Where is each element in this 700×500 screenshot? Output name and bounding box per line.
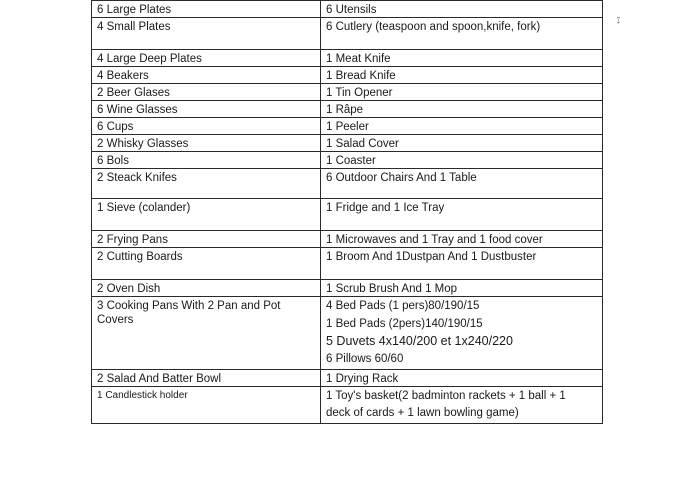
table-cell-left: 2 Beer Glases: [92, 84, 321, 101]
table-cell-right: 1 Salad Cover: [321, 135, 603, 152]
table-row: [92, 135, 603, 152]
table-cell-right: 6 Cutlery (teaspoon and spoon,knife, fork): [321, 18, 603, 50]
table-cell-left: 1 Sieve (colander): [92, 199, 321, 231]
table-cell-right: 1 Fridge and 1 Ice Tray: [321, 199, 603, 231]
table-cell-right-multiline: [321, 387, 603, 424]
table-row: [92, 18, 603, 50]
table-cell-right: 6 Utensils: [321, 1, 603, 18]
table-row: [92, 297, 603, 370]
table-row: [92, 169, 603, 199]
table-row: [92, 84, 603, 101]
table-cell-right: 1 Bread Knife: [321, 67, 603, 84]
table-cell-left: 4 Large Deep Plates: [92, 50, 321, 67]
table-row: [92, 199, 603, 231]
table-cell-left: 2 Oven Dish: [92, 280, 321, 297]
stray-pen-mark: ♪: [614, 15, 624, 27]
table-row: [92, 67, 603, 84]
inventory-table: [91, 0, 603, 424]
table-row: [92, 50, 603, 67]
table-row: [92, 387, 603, 424]
table-row: [92, 280, 603, 297]
table-cell-right-multiline: [321, 297, 603, 370]
table-cell-right: 6 Outdoor Chairs And 1 Table: [321, 169, 603, 199]
toys-basket-text-line2: deck of cards + 1 lawn bowling game): [326, 407, 519, 419]
table-row: [92, 152, 603, 169]
duvets-text: 5 Duvets 4x140/200 et 1x240/220: [326, 334, 513, 348]
table-cell-right: 1 Scrub Brush And 1 Mop: [321, 280, 603, 297]
table-cell-right: 1 Drying Rack: [321, 370, 603, 387]
toys-basket-text-line1: 1 Toy's basket(2 badminton rackets + 1 ball + 1: [326, 390, 566, 402]
table-row: [92, 1, 603, 18]
table-cell-right: 1 Coaster: [321, 152, 603, 169]
table-cell-left: 2 Salad And Batter Bowl: [92, 370, 321, 387]
table-cell-right: 1 Broom And 1Dustpan And 1 Dustbuster: [321, 248, 603, 280]
table-row: [92, 248, 603, 280]
table-cell-left: 2 Cutting Boards: [92, 248, 321, 280]
table-row: [92, 101, 603, 118]
table-cell-right: 1 Microwaves and 1 Tray and 1 food cover: [321, 231, 603, 248]
table-cell-left: 6 Cups: [92, 118, 321, 135]
table-cell-left: 2 Frying Pans: [92, 231, 321, 248]
table-cell-right: 1 Râpe: [321, 101, 603, 118]
pillows-text: 6 Pillows 60/60: [326, 352, 404, 365]
table-cell-right: 1 Tin Opener: [321, 84, 603, 101]
table-cell-right: 1 Meat Knife: [321, 50, 603, 67]
table-row: [92, 370, 603, 387]
table-cell-left: 3 Cooking Pans With 2 Pan and Pot Covers: [92, 297, 321, 370]
table-cell-left: 6 Large Plates: [92, 1, 321, 18]
bed-pads-double-text: 1 Bed Pads (2pers)140/190/15: [326, 317, 483, 330]
table-row: [92, 118, 603, 135]
table-cell-left: 2 Steack Knifes: [92, 169, 321, 199]
bed-pads-single-text: 4 Bed Pads (1 pers)80/190/15: [326, 300, 480, 312]
table-cell-left: 4 Small Plates: [92, 18, 321, 50]
table-cell-left: 4 Beakers: [92, 67, 321, 84]
table-cell-left: 1 Candlestick holder: [92, 387, 321, 424]
table-row: [92, 231, 603, 248]
table-cell-left: 6 Bols: [92, 152, 321, 169]
table-cell-right: 1 Peeler: [321, 118, 603, 135]
table-cell-left: 2 Whisky Glasses: [92, 135, 321, 152]
table-cell-left: 6 Wine Glasses: [92, 101, 321, 118]
